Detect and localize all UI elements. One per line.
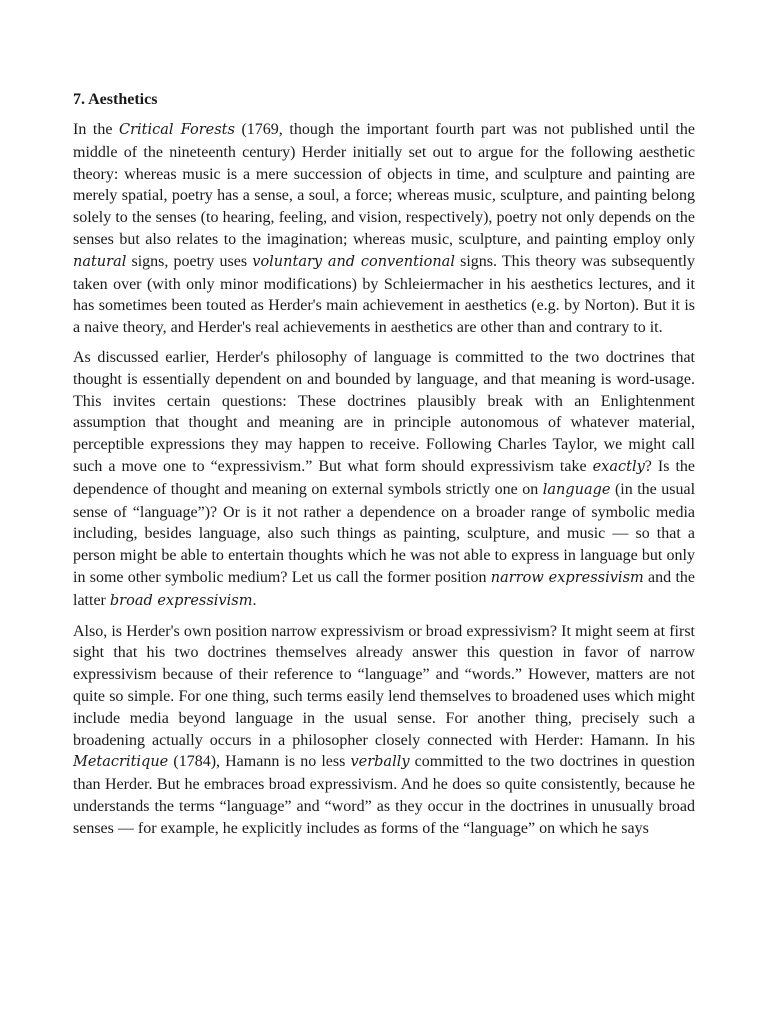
text-run: and the latter bbox=[73, 568, 695, 609]
italic-run: voluntary and conventional bbox=[252, 253, 455, 270]
text-run: ? Is the dependence of thought and meaning on external symbols strictly one on bbox=[73, 457, 696, 498]
italic-run: exactly bbox=[592, 458, 645, 475]
text-run: (in the usual sense of “language”)? Or is it not rather a dependence on a broader range of symbolic media including, besides language, also such things as painting, sculpture, and music — so that a person might be able to entertain thoughts which he was not able to express in language but only in some other symbolic medium? Let us call the former position bbox=[73, 480, 696, 586]
italic-run: Critical Forests bbox=[119, 122, 235, 138]
text-run: signs, poetry uses bbox=[126, 252, 253, 270]
document-page bbox=[73, 89, 695, 848]
italic-run: verbally bbox=[350, 754, 410, 771]
paragraph-3 bbox=[73, 621, 695, 840]
text-run: As discussed earlier, Herder's philosophy of language is committed to the two doctrines that thought is essentially dependent on and bounded by language, and that meaning is word-usage. This invites certain questions: These doctrines plausibly break with an Enlightenment assumption that thought and meaning are in principle autonomous of whatever material, perceptible expressions they may happen to receive. Following Charles Taylor, we might call such a move one to “expressivism.” But what form should expressivism take bbox=[73, 348, 695, 475]
section-heading: 7. Aesthetics bbox=[73, 91, 158, 108]
italic-run: natural bbox=[73, 253, 127, 270]
italic-run: language bbox=[542, 481, 611, 498]
text-run: signs. This theory was subsequently taken over (with only minor modifications) by Schleiermacher in his aesthetics lectures, and it has sometimes been touted as Herder's main achievement in aesthetics (e.g. by Norton). But it is a naive theory, and Herder's real achievements in aesthetics are other than and contrary to it. bbox=[73, 252, 695, 337]
italic-run: narrow expressivism bbox=[490, 569, 644, 586]
italic-run: Metacritique bbox=[73, 754, 169, 771]
text-run: (1769, though the important fourth part was not published until the middle of the nineteenth century) Herder initially set out to argue for the following aesthetic theory: whereas music is a mere succession of objects in time, and sculpture and painting are merely spatial, poetry has a sense, a soul, a force; whereas music, sculpture, and painting belong solely to the senses (to hearing, feeling, and vision, respectively), poetry not only depends on the senses but also relates to the imagination; whereas music, sculpture, and painting employ only bbox=[73, 121, 696, 248]
paragraph-2 bbox=[73, 347, 695, 613]
text-run: Also, is Herder's own position narrow expressivism or broad expressivism? It might seem at first sight that his two doctrines themselves already answer this question in favor of narrow expressivism because of their reference to “language” and “words.” However, matters are not quite so simple. For one thing, such terms easily lend themselves to broadened uses which might include media beyond language in the usual sense. For another thing, precisely such a broadening actually occurs in a philosopher closely connected with Herder: Hamann. In his bbox=[73, 622, 695, 749]
text-run: (1784), Hamann is no less bbox=[168, 753, 351, 771]
text-run: In the bbox=[73, 121, 119, 138]
italic-run: broad expressivism bbox=[109, 592, 253, 609]
text-run: . bbox=[252, 591, 257, 609]
paragraph-1 bbox=[73, 119, 695, 339]
text-run: committed to the two doctrines in question than Herder. But he embraces broad expressivism. And he does so quite consistently, because he understands the terms “language” and “word” as they occur in the doctrines in unusually broad senses — for example, he explicitly includes as forms of the “language” on which he says bbox=[73, 753, 696, 837]
